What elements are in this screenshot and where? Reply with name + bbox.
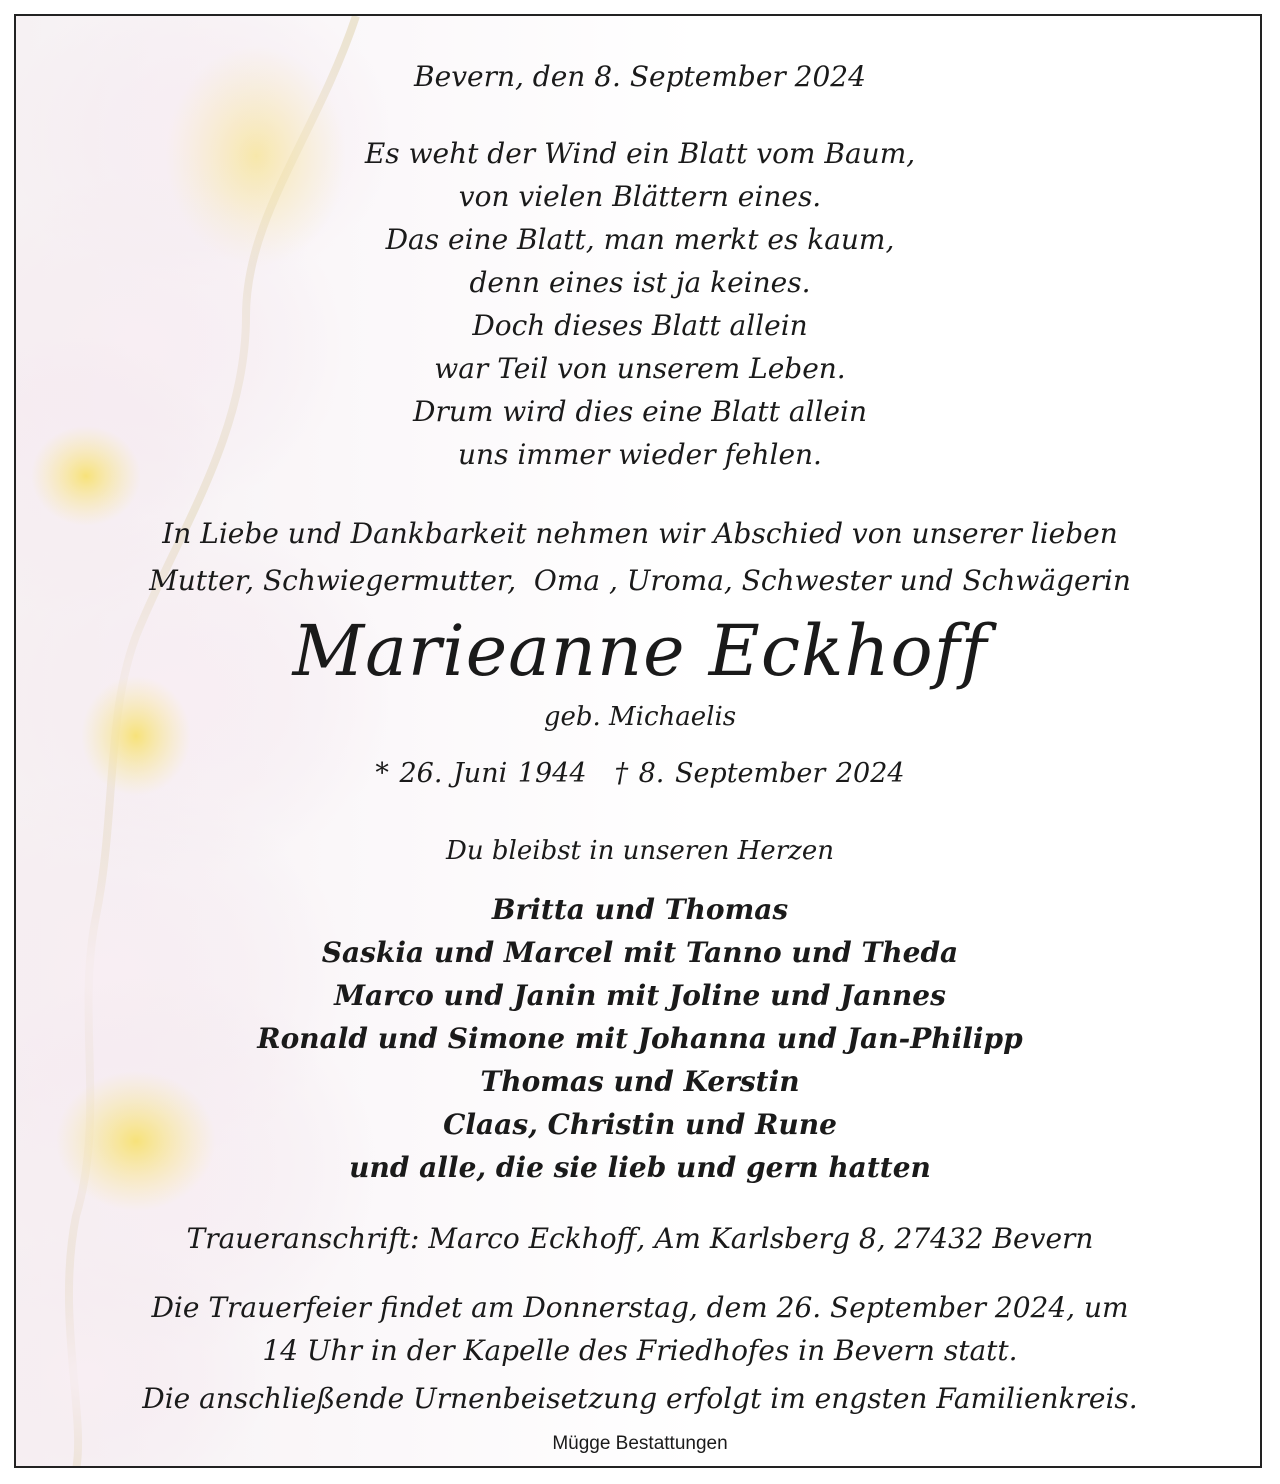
poem-line: von vielen Blättern eines. bbox=[458, 180, 822, 213]
family-member: Claas, Christin und Rune bbox=[443, 1108, 837, 1141]
family-member: Britta und Thomas bbox=[491, 893, 789, 926]
poem-line: Es weht der Wind ein Blatt vom Baum, bbox=[364, 137, 916, 170]
maiden-name: geb. Michaelis bbox=[543, 702, 737, 732]
in-heart-line: Du bleibst in unseren Herzen bbox=[446, 836, 834, 866]
family-member: Marco und Janin mit Joline und Jannes bbox=[334, 979, 946, 1012]
birth-date: * 26. Juni 1944 bbox=[375, 758, 587, 789]
mourning-address: Traueranschrift: Marco Eckhoff, Am Karlsberg 8, 27432 Bevern bbox=[186, 1222, 1094, 1255]
undertaker-name: Mügge Bestattungen bbox=[552, 1433, 728, 1454]
poem-line: denn eines ist ja keines. bbox=[469, 266, 811, 299]
poem-line: uns immer wieder fehlen. bbox=[458, 438, 822, 471]
poem-line: Das eine Blatt, man merkt es kaum, bbox=[385, 223, 895, 256]
intro-line: Mutter, Schwiegermutter, Oma , Uroma, Schwester und Schwägerin bbox=[149, 564, 1131, 597]
ceremony-line: Die Trauerfeier findet am Donnerstag, dem 26. September 2024, um bbox=[151, 1291, 1129, 1324]
life-dates bbox=[16, 758, 1262, 789]
family-member: und alle, die sie lieb und gern hatten bbox=[349, 1151, 931, 1184]
deceased-name: Marieanne Eckhoff bbox=[292, 610, 988, 692]
death-date: † 8. September 2024 bbox=[614, 758, 905, 789]
obituary-content bbox=[16, 16, 1262, 1468]
date-place: Bevern, den 8. September 2024 bbox=[414, 60, 866, 93]
family-list bbox=[16, 888, 1262, 1189]
poem-line: war Teil von unserem Leben. bbox=[434, 352, 846, 385]
obituary-frame bbox=[14, 14, 1262, 1468]
ceremony-info bbox=[16, 1286, 1262, 1372]
family-member: Thomas und Kerstin bbox=[480, 1065, 800, 1098]
burial-info: Die anschließende Urnenbeisetzung erfolgt im engsten Familienkreis. bbox=[142, 1382, 1138, 1415]
poem bbox=[16, 132, 1262, 476]
family-member: Saskia und Marcel mit Tanno und Theda bbox=[321, 936, 959, 969]
intro-line: In Liebe und Dankbarkeit nehmen wir Abschied von unserer lieben bbox=[162, 517, 1118, 550]
family-member: Ronald und Simone mit Johanna und Jan-Philipp bbox=[257, 1022, 1023, 1055]
farewell-intro bbox=[16, 510, 1262, 604]
poem-line: Drum wird dies eine Blatt allein bbox=[413, 395, 867, 428]
poem-line: Doch dieses Blatt allein bbox=[472, 309, 808, 342]
ceremony-line: 14 Uhr in der Kapelle des Friedhofes in Bevern statt. bbox=[262, 1334, 1018, 1367]
